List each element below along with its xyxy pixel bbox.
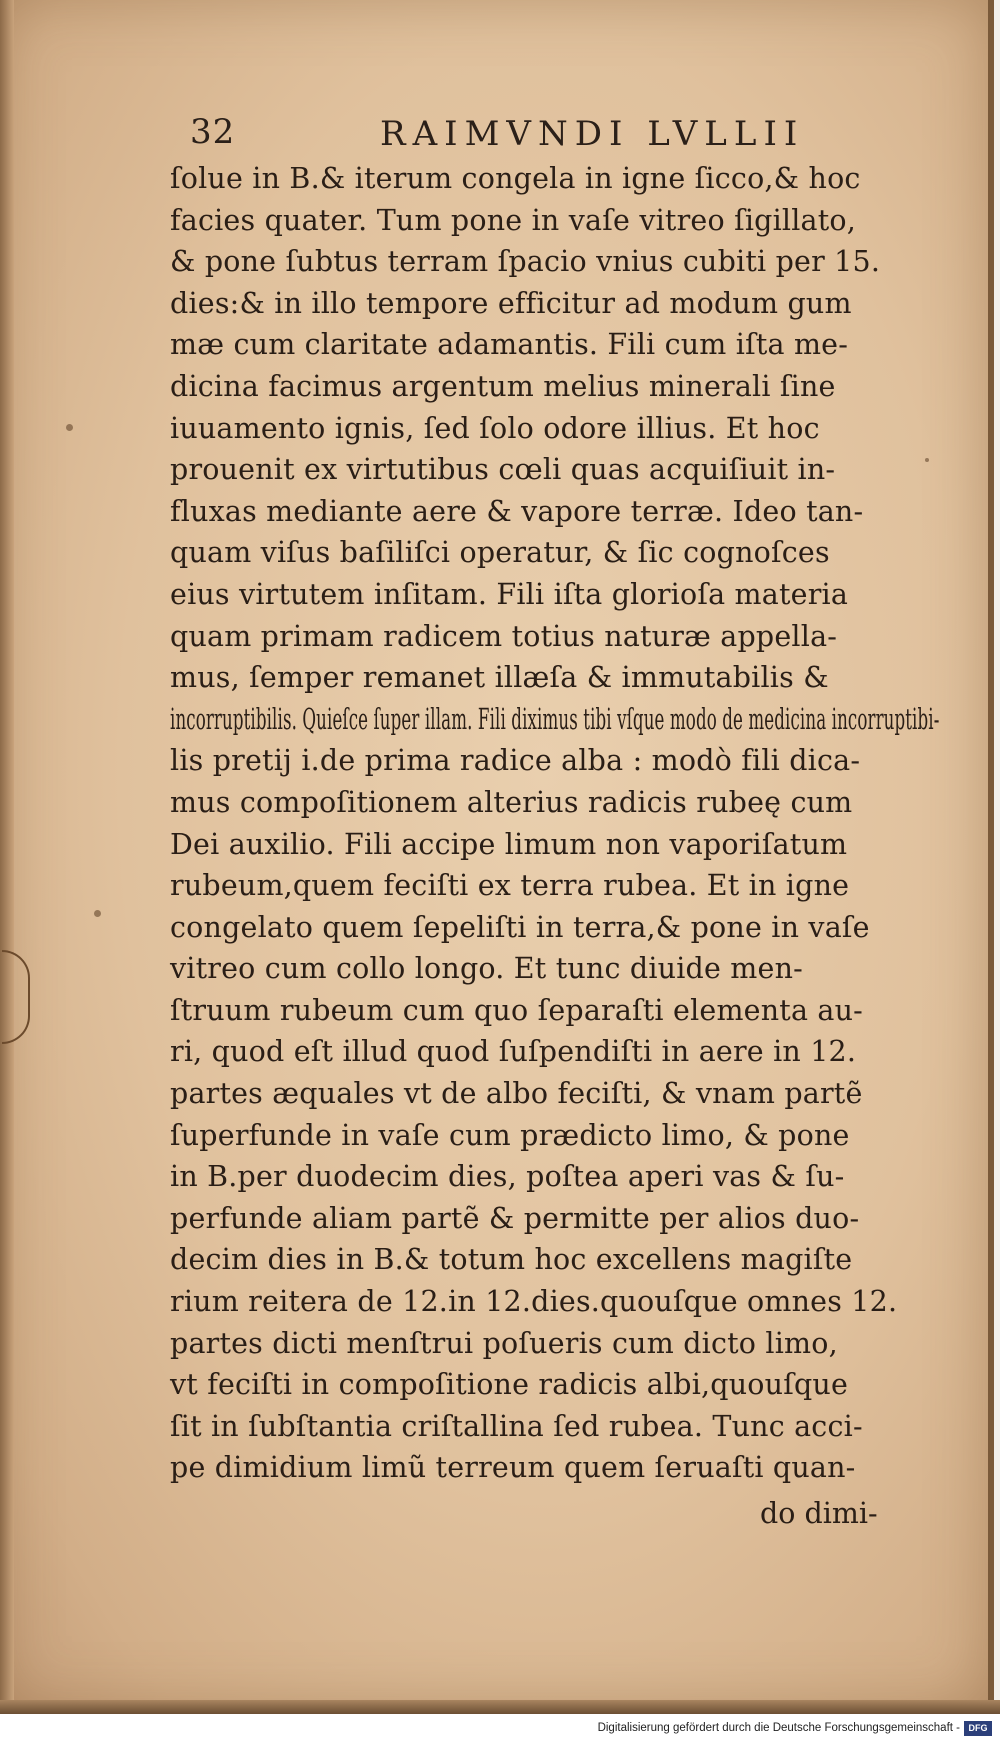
dfg-logo: DFG <box>964 1721 992 1736</box>
text-line: facies quater. Tum pone in vaſe vitreo ſigillato, <box>170 203 857 237</box>
text-line: pe dimidium limũ terreum quem ſeruaſti quan- <box>170 1451 856 1485</box>
text-line: ſolue in B.& iterum congela in igne ſicco,& hoc <box>170 162 861 195</box>
text-line: fluxas mediante aere & vapore terræ. Ideo tan- <box>170 494 864 528</box>
text-line: incorruptibilis. Quieſce ſuper illam. Fili diximus tibi vſque modo de medicina incorruptibi- <box>170 702 940 736</box>
text-line: iuuamento ignis, ſed ſolo odore illius. Et hoc <box>170 411 820 445</box>
text-line: & pone ſubtus terram ſpacio vnius cubiti per 15. <box>170 245 881 279</box>
text-line: rium reitera de 12.in 12.dies.quouſque omnes 12. <box>170 1285 898 1319</box>
paper-speck <box>66 424 73 431</box>
text-line: rubeum,quem feciſti ex terra rubea. Et in igne <box>170 869 850 903</box>
text-line: quam primam radicem totius naturæ appella- <box>170 619 838 653</box>
text-line: prouenit ex virtutibus cœli quas acquiſiuit in- <box>170 453 836 487</box>
catchword: do dimi- <box>760 1497 878 1530</box>
text-line: ſit in ſubſtantia criſtallina ſed rubea. Tunc acci- <box>170 1409 863 1443</box>
page-bottom-edge <box>0 1700 1000 1714</box>
funding-note: Digitalisierung gefördert durch die Deutsche Forschungsgemeinschaft - <box>597 1722 960 1734</box>
running-head-title: RAIMVNDI LVLLII <box>380 114 805 154</box>
page-gutter-edge <box>0 0 14 1708</box>
text-line: congelato quem ſepeliſti in terra,& pone in vaſe <box>170 910 870 944</box>
paper-speck <box>94 910 101 917</box>
text-line: partes æquales vt de albo feciſti, & vnam partẽ <box>170 1077 863 1111</box>
text-line: vt feciſti in compoſitione radicis albi,quouſque <box>170 1368 849 1402</box>
text-line: partes dicti menſtrui poſueris cum dicto limo, <box>170 1326 838 1360</box>
body-text <box>170 158 940 1489</box>
text-line: dicina facimus argentum melius minerali ſine <box>170 369 836 403</box>
text-line: dies:& in illo tempore efficitur ad modum gum <box>170 286 852 320</box>
text-line: ſtruum rubeum cum quo ſeparaſti elementa au- <box>170 993 863 1027</box>
text-line: ſuperfunde in vaſe cum prædicto limo, & pone <box>170 1118 850 1152</box>
text-line: mæ cum claritate adamantis. Fili cum iſta me- <box>170 328 849 362</box>
text-line: mus, ſemper remanet illæſa & immutabilis & <box>170 661 829 695</box>
text-line: ri, quod eſt illud quod ſuſpendiſti in aere in 12. <box>170 1035 857 1069</box>
text-line: Dei auxilio. Fili accipe limum non vaporiſatum <box>170 827 848 861</box>
text-line: mus compoſitionem alterius radicis rubeę cum <box>170 785 853 819</box>
page-number: 32 <box>190 112 236 152</box>
text-line: perfunde aliam partẽ & permitte per alios duo- <box>170 1201 860 1235</box>
text-line: decim dies in B.& totum hoc excellens magiſte <box>170 1243 853 1277</box>
text-line: quam viſus baſiliſci operatur, & ſic cognoſces <box>170 536 830 570</box>
binding-thread-mark <box>2 950 30 1044</box>
running-head <box>190 112 830 162</box>
text-line: eius virtutem inſitam. Fili iſta glorioſa materia <box>170 577 849 611</box>
text-line: in B.per duodecim dies, poſtea aperi vas & ſu- <box>170 1160 845 1194</box>
text-line: lis pretij i.de prima radice alba : modò fili dica- <box>170 744 861 778</box>
text-line: vitreo cum collo longo. Et tunc diuide men- <box>170 952 803 986</box>
